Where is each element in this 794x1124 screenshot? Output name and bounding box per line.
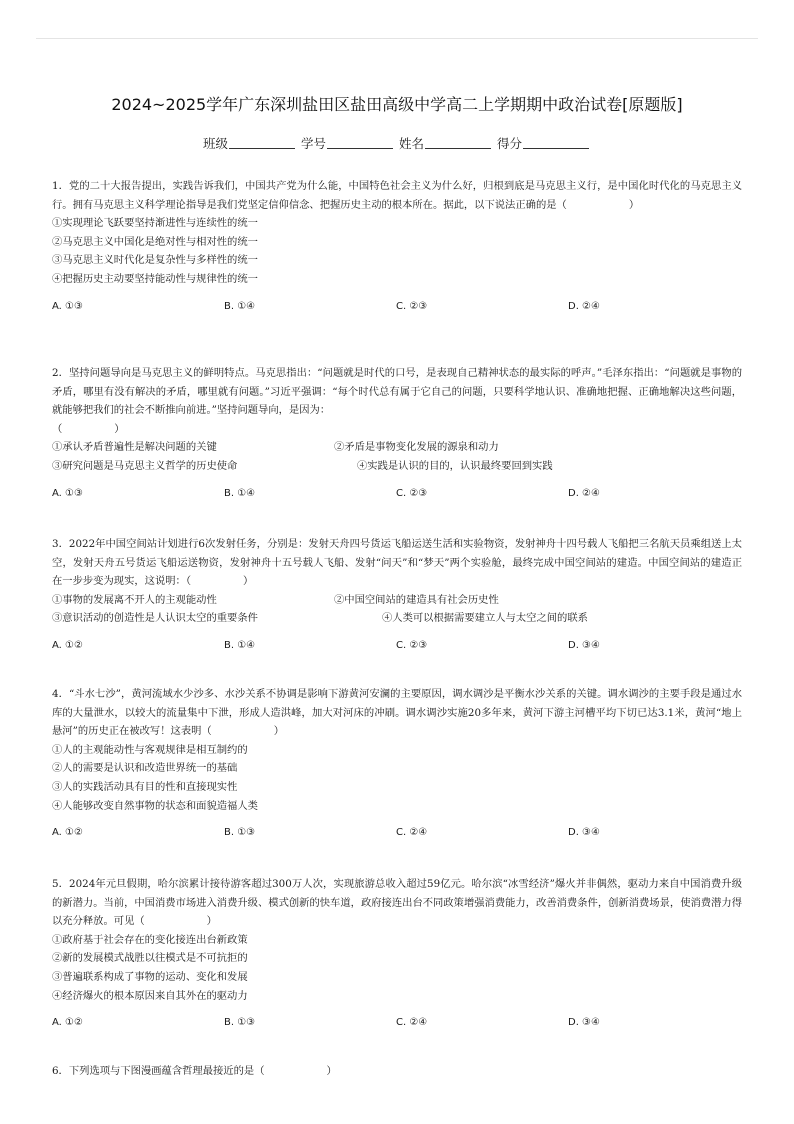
score-label: 得分 bbox=[496, 136, 522, 151]
name-blank bbox=[425, 136, 491, 149]
q2-options-row-1 bbox=[52, 438, 742, 457]
q3-option-3: ③意识活动的创造性是人认识太空的重要条件 bbox=[52, 612, 258, 625]
q2-choice-b[interactable]: B. ①④ bbox=[224, 487, 256, 499]
q1-option-2: ②马克思主义中国化是绝对性与相对性的统一 bbox=[52, 235, 258, 248]
q5-choice-b[interactable]: B. ①③ bbox=[224, 1017, 256, 1029]
q5-option-2: ②新的发展模式战胜以往模式是不可抗拒的 bbox=[52, 952, 248, 965]
q1-choice-d[interactable]: D. ②④ bbox=[568, 300, 600, 312]
q4-choice-b[interactable]: B. ①③ bbox=[224, 827, 256, 839]
id-label: 学号 bbox=[300, 136, 326, 151]
q2-option-1: ①承认矛盾普遍性是解决问题的关键 bbox=[52, 441, 217, 454]
q5-choice-a[interactable]: A. ①② bbox=[52, 1017, 83, 1029]
q1-option-4: ④把握历史主动要坚持能动性与规律性的统一 bbox=[52, 272, 258, 285]
q3-choice-a[interactable]: A. ①② bbox=[52, 639, 83, 651]
id-blank bbox=[327, 136, 393, 149]
question-5-stem: 5．2024年元旦假期，哈尔滨累计接待游客超过300万人次，实现旅游总收入超过59亿元。哈尔滨“冰雪经济”爆火并非偶然，驱动力来自中国消费升级的新潜力。当前，中国消费市场进入消费升级、模式创新的快车道，政府接连出台不同政策增强消费能力，改善消费条件，创新消费场景，使消费潜力得以充分释放。可见（ ） bbox=[52, 878, 742, 928]
q3-option-2: ②中国空间站的建造具有社会历史性 bbox=[334, 593, 499, 606]
q4-option-4: ④人能够改变自然事物的状态和面貌造福人类 bbox=[52, 799, 258, 812]
q3-choices bbox=[52, 637, 742, 656]
q2-option-3: ③研究问题是马克思主义哲学的历史使命 bbox=[52, 459, 238, 472]
q3-option-4: ④人类可以根据需要建立人与太空之间的联系 bbox=[382, 612, 588, 625]
q4-option-3: ③人的实践活动具有目的性和直接现实性 bbox=[52, 780, 238, 793]
top-divider bbox=[36, 38, 758, 39]
q3-choice-b[interactable]: B. ①④ bbox=[224, 639, 256, 651]
question-6-stem: 6．下列选项与下图漫画蕴含哲理最接近的是（ ） bbox=[52, 1065, 337, 1077]
q5-option-3: ③普遍联系构成了事物的运动、变化和发展 bbox=[52, 970, 248, 983]
score-blank bbox=[523, 136, 589, 149]
question-1 bbox=[52, 177, 742, 316]
q2-choice-c[interactable]: C. ②③ bbox=[396, 487, 428, 499]
q5-choices bbox=[52, 1014, 742, 1033]
question-3 bbox=[52, 535, 742, 656]
student-info-line bbox=[0, 134, 794, 152]
question-2-paren: （ ） bbox=[52, 422, 125, 435]
q4-choice-a[interactable]: A. ①② bbox=[52, 827, 83, 839]
q2-option-2: ②矛盾是事物变化发展的源泉和动力 bbox=[334, 441, 499, 454]
q3-options-row-2 bbox=[52, 609, 742, 628]
question-3-stem: 3．2022年中国空间站计划进行6次发射任务，分别是：发射天舟四号货运飞船运送生活和实验物资，发射神舟十四号载人飞船把三名航天员乘组送上太空，发射天舟五号货运飞船运送物资，发射神舟十五号载人飞船、发射“问天”和“梦天”两个实验舱，最终完成中国空间站的建造。中国空间站的建造正在一步步变为现实，这说明：（ ） bbox=[52, 538, 742, 588]
question-4-stem: 4．“斗水七沙”，黄河流域水少沙多、水沙关系不协调是影响下游黄河安澜的主要原因，调水调沙是平衡水沙关系的关键。调水调沙的主要手段是通过水库的大量泄水，以较大的流量集中下泄，形成人造洪峰，加大对河床的冲刷。调水调沙实施20多年来，黄河下游主河槽平均下切已达3.1米，黄河“地上悬河”的历史正在被改写！这表明（ ） bbox=[52, 688, 742, 738]
q5-option-1: ①政府基于社会存在的变化接连出台新政策 bbox=[52, 933, 248, 946]
q4-option-2: ②人的需要是认识和改造世界统一的基础 bbox=[52, 762, 238, 775]
q4-choices bbox=[52, 824, 742, 843]
q2-choices bbox=[52, 485, 742, 504]
q5-option-4: ④经济爆火的根本原因来自其外在的驱动力 bbox=[52, 989, 248, 1002]
question-5 bbox=[52, 875, 742, 1033]
q2-option-4: ④实践是认识的目的，认识最终要回到实践 bbox=[357, 459, 553, 472]
class-label: 班级 bbox=[202, 136, 228, 151]
question-4 bbox=[52, 685, 742, 843]
q2-choice-a[interactable]: A. ①③ bbox=[52, 487, 83, 499]
question-1-stem: 1．党的二十大报告提出，实践告诉我们，中国共产党为什么能，中国特色社会主义为什么好，归根到底是马克思主义行，是中国化时代化的马克思主义行。拥有马克思主义科学理论指导是我们党坚定信仰信念、把握历史主动的根本所在。据此，以下说法正确的是（ ） bbox=[52, 180, 742, 211]
page-title: 2024~2025学年广东深圳盐田区盐田高级中学高二上学期期中政治试卷[原题版] bbox=[111, 95, 683, 114]
q5-choice-d[interactable]: D. ③④ bbox=[568, 1017, 600, 1029]
question-6 bbox=[52, 1062, 742, 1081]
q3-choice-c[interactable]: C. ②③ bbox=[396, 639, 428, 651]
q4-choice-d[interactable]: D. ③④ bbox=[568, 827, 600, 839]
q1-choice-b[interactable]: B. ①④ bbox=[224, 300, 256, 312]
question-2-stem: 2．坚持问题导向是马克思主义的鲜明特点。马克思指出：“问题就是时代的口号，是表现自己精神状态的最实际的呼声。”毛泽东指出：“问题就是事物的矛盾，哪里有没有解决的矛盾，哪里就有问题。”习近平强调：“每个时代总有属于它自己的问题，只要科学地认识、准确地把握、正确地解决这些问题，就能够把我们的社会不断推向前进。”坚持问题导向，是因为： bbox=[52, 367, 742, 417]
q2-options-row-2 bbox=[52, 457, 742, 476]
q2-choice-d[interactable]: D. ②④ bbox=[568, 487, 600, 499]
q1-option-3: ③马克思主义时代化是复杂性与多样性的统一 bbox=[52, 254, 258, 267]
q3-options-row-1 bbox=[52, 591, 742, 610]
q1-choices bbox=[52, 298, 742, 317]
q5-choice-c[interactable]: C. ②④ bbox=[396, 1017, 428, 1029]
q4-choice-c[interactable]: C. ②④ bbox=[396, 827, 428, 839]
q1-option-1: ①实现理论飞跃要坚持渐进性与连续性的统一 bbox=[52, 217, 258, 230]
name-label: 姓名 bbox=[398, 136, 424, 151]
class-blank bbox=[229, 136, 295, 149]
question-2 bbox=[52, 364, 742, 503]
q3-choice-d[interactable]: D. ③④ bbox=[568, 639, 600, 651]
q1-choice-c[interactable]: C. ②③ bbox=[396, 300, 428, 312]
q1-choice-a[interactable]: A. ①③ bbox=[52, 300, 83, 312]
q3-option-1: ①事物的发展离不开人的主观能动性 bbox=[52, 593, 217, 606]
q4-option-1: ①人的主观能动性与客观规律是相互制约的 bbox=[52, 743, 248, 756]
